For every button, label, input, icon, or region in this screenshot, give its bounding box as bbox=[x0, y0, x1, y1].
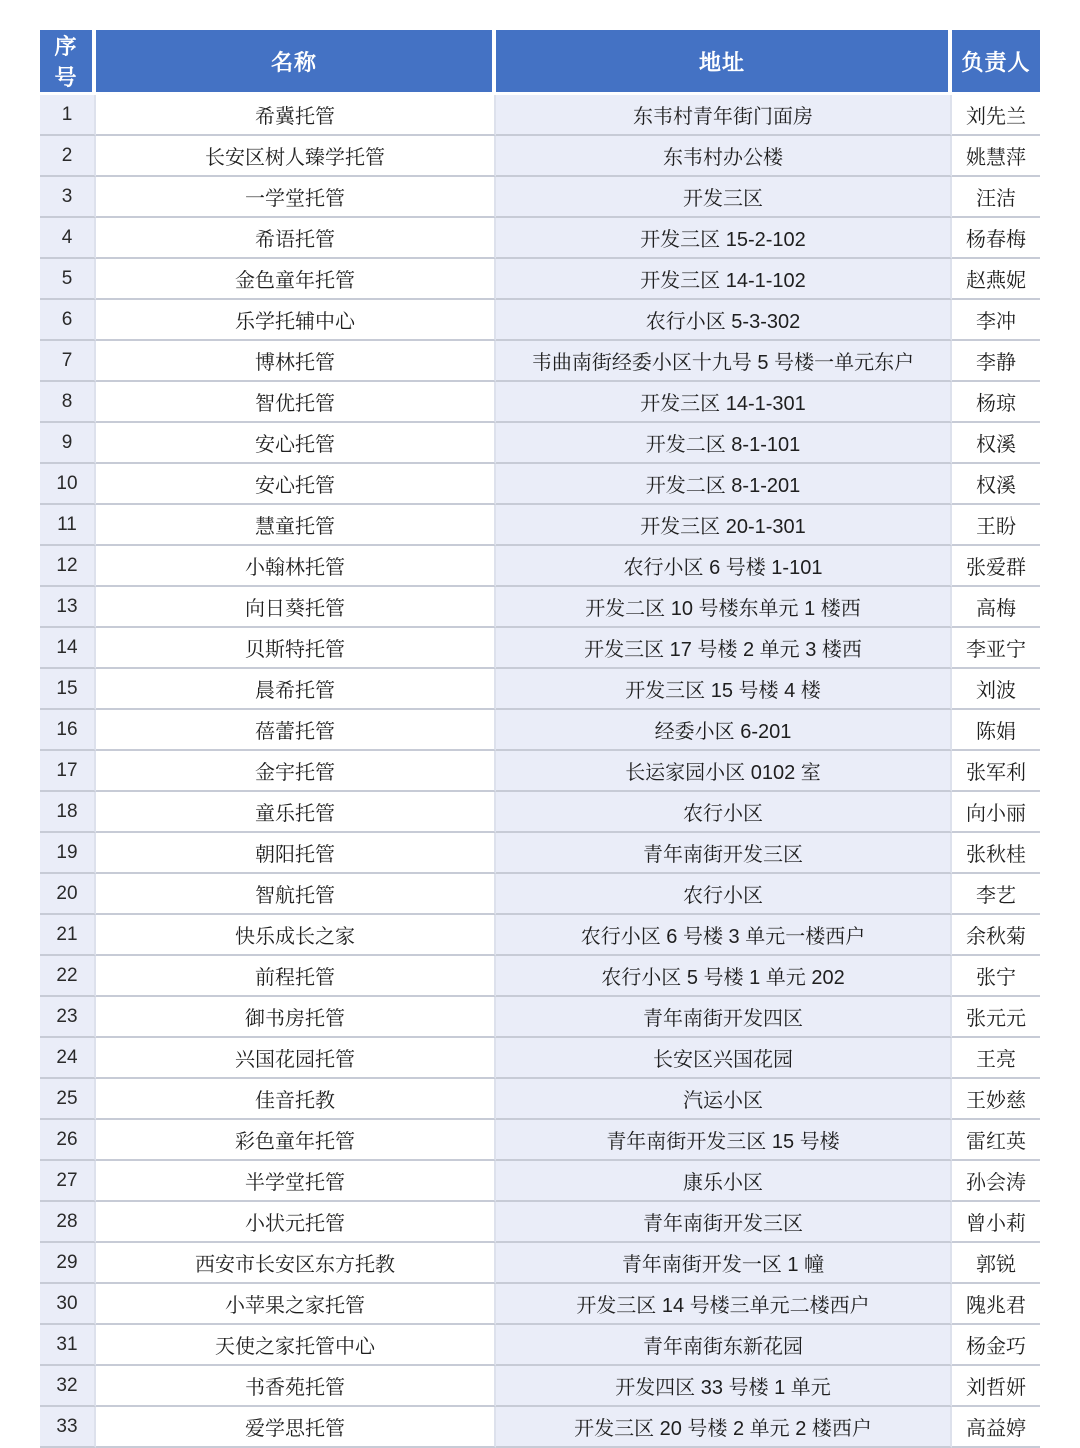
cell-manager: 向小丽 bbox=[952, 792, 1040, 833]
cell-name: 晨希托管 bbox=[96, 669, 496, 710]
table-row bbox=[40, 464, 1040, 505]
cell-name: 贝斯特托管 bbox=[96, 628, 496, 669]
cell-no: 20 bbox=[40, 874, 96, 915]
cell-address: 开发三区 15-2-102 bbox=[496, 218, 952, 259]
cell-manager: 权溪 bbox=[952, 464, 1040, 505]
cell-name: 朝阳托管 bbox=[96, 833, 496, 874]
cell-address: 东韦村办公楼 bbox=[496, 136, 952, 177]
cell-name: 书香苑托管 bbox=[96, 1366, 496, 1407]
cell-manager: 高梅 bbox=[952, 587, 1040, 628]
cell-name: 快乐成长之家 bbox=[96, 915, 496, 956]
cell-address: 农行小区 bbox=[496, 874, 952, 915]
cell-manager: 刘哲妍 bbox=[952, 1366, 1040, 1407]
cell-manager: 张爱群 bbox=[952, 546, 1040, 587]
cell-no: 2 bbox=[40, 136, 96, 177]
cell-name: 向日葵托管 bbox=[96, 587, 496, 628]
cell-address: 青年南街开发三区 bbox=[496, 833, 952, 874]
cell-address: 开发三区 20-1-301 bbox=[496, 505, 952, 546]
table-row bbox=[40, 1366, 1040, 1407]
table-row bbox=[40, 669, 1040, 710]
cell-name: 希冀托管 bbox=[96, 95, 496, 136]
cell-name: 长安区树人臻学托管 bbox=[96, 136, 496, 177]
cell-name: 兴国花园托管 bbox=[96, 1038, 496, 1079]
cell-name: 安心托管 bbox=[96, 423, 496, 464]
table-row bbox=[40, 300, 1040, 341]
cell-address: 东韦村青年街门面房 bbox=[496, 95, 952, 136]
table-row bbox=[40, 505, 1040, 546]
cell-name: 慧童托管 bbox=[96, 505, 496, 546]
table-row bbox=[40, 1407, 1040, 1448]
cell-name: 前程托管 bbox=[96, 956, 496, 997]
table-row bbox=[40, 587, 1040, 628]
table-body bbox=[40, 95, 1040, 1448]
cell-manager: 张宁 bbox=[952, 956, 1040, 997]
cell-manager: 汪洁 bbox=[952, 177, 1040, 218]
table-row bbox=[40, 1161, 1040, 1202]
cell-manager: 杨金巧 bbox=[952, 1325, 1040, 1366]
cell-manager: 刘先兰 bbox=[952, 95, 1040, 136]
cell-no: 1 bbox=[40, 95, 96, 136]
table-row bbox=[40, 915, 1040, 956]
cell-manager: 杨春梅 bbox=[952, 218, 1040, 259]
cell-name: 希语托管 bbox=[96, 218, 496, 259]
table-row bbox=[40, 1202, 1040, 1243]
cell-address: 经委小区 6-201 bbox=[496, 710, 952, 751]
table-row bbox=[40, 1243, 1040, 1284]
cell-address: 开发三区 14 号楼三单元二楼西户 bbox=[496, 1284, 952, 1325]
table-row bbox=[40, 95, 1040, 136]
cell-no: 5 bbox=[40, 259, 96, 300]
cell-address: 开发二区 10 号楼东单元 1 楼西 bbox=[496, 587, 952, 628]
cell-no: 32 bbox=[40, 1366, 96, 1407]
cell-manager: 王盼 bbox=[952, 505, 1040, 546]
cell-no: 25 bbox=[40, 1079, 96, 1120]
cell-manager: 赵燕妮 bbox=[952, 259, 1040, 300]
cell-name: 安心托管 bbox=[96, 464, 496, 505]
cell-name: 小苹果之家托管 bbox=[96, 1284, 496, 1325]
cell-address: 青年南街开发三区 15 号楼 bbox=[496, 1120, 952, 1161]
cell-no: 24 bbox=[40, 1038, 96, 1079]
cell-name: 小翰林托管 bbox=[96, 546, 496, 587]
table-row bbox=[40, 833, 1040, 874]
cell-manager: 杨琼 bbox=[952, 382, 1040, 423]
cell-address: 开发三区 bbox=[496, 177, 952, 218]
table-row bbox=[40, 1038, 1040, 1079]
cell-name: 智航托管 bbox=[96, 874, 496, 915]
cell-address: 长运家园小区 0102 室 bbox=[496, 751, 952, 792]
cell-no: 23 bbox=[40, 997, 96, 1038]
cell-name: 一学堂托管 bbox=[96, 177, 496, 218]
cell-no: 4 bbox=[40, 218, 96, 259]
cell-address: 青年南街东新花园 bbox=[496, 1325, 952, 1366]
table-header bbox=[40, 30, 1040, 95]
cell-address: 开发四区 33 号楼 1 单元 bbox=[496, 1366, 952, 1407]
cell-manager: 曾小莉 bbox=[952, 1202, 1040, 1243]
cell-name: 小状元托管 bbox=[96, 1202, 496, 1243]
cell-no: 11 bbox=[40, 505, 96, 546]
cell-name: 爱学思托管 bbox=[96, 1407, 496, 1448]
cell-manager: 余秋菊 bbox=[952, 915, 1040, 956]
cell-name: 乐学托辅中心 bbox=[96, 300, 496, 341]
table-row bbox=[40, 628, 1040, 669]
cell-address: 农行小区 6 号楼 3 单元一楼西户 bbox=[496, 915, 952, 956]
table-row bbox=[40, 751, 1040, 792]
care-centers-table bbox=[40, 30, 1040, 1448]
column-header-address: 地址 bbox=[496, 30, 952, 95]
cell-manager: 隗兆君 bbox=[952, 1284, 1040, 1325]
table-row bbox=[40, 956, 1040, 997]
cell-address: 农行小区 6 号楼 1-101 bbox=[496, 546, 952, 587]
cell-name: 御书房托管 bbox=[96, 997, 496, 1038]
cell-name: 天使之家托管中心 bbox=[96, 1325, 496, 1366]
cell-name: 半学堂托管 bbox=[96, 1161, 496, 1202]
cell-name: 西安市长安区东方托教 bbox=[96, 1243, 496, 1284]
cell-no: 22 bbox=[40, 956, 96, 997]
table-row bbox=[40, 874, 1040, 915]
cell-no: 9 bbox=[40, 423, 96, 464]
cell-no: 16 bbox=[40, 710, 96, 751]
cell-no: 3 bbox=[40, 177, 96, 218]
header-row bbox=[40, 30, 1040, 95]
cell-name: 金色童年托管 bbox=[96, 259, 496, 300]
table-row bbox=[40, 382, 1040, 423]
cell-manager: 雷红英 bbox=[952, 1120, 1040, 1161]
cell-address: 农行小区 bbox=[496, 792, 952, 833]
cell-no: 19 bbox=[40, 833, 96, 874]
table-row bbox=[40, 136, 1040, 177]
cell-no: 21 bbox=[40, 915, 96, 956]
cell-no: 17 bbox=[40, 751, 96, 792]
column-header-name: 名称 bbox=[96, 30, 496, 95]
cell-address: 长安区兴国花园 bbox=[496, 1038, 952, 1079]
cell-manager: 权溪 bbox=[952, 423, 1040, 464]
cell-no: 30 bbox=[40, 1284, 96, 1325]
cell-manager: 王妙慈 bbox=[952, 1079, 1040, 1120]
cell-no: 12 bbox=[40, 546, 96, 587]
table-row bbox=[40, 710, 1040, 751]
table-row bbox=[40, 792, 1040, 833]
cell-address: 青年南街开发一区 1 幢 bbox=[496, 1243, 952, 1284]
cell-address: 开发二区 8-1-201 bbox=[496, 464, 952, 505]
cell-manager: 李冲 bbox=[952, 300, 1040, 341]
cell-address: 开发二区 8-1-101 bbox=[496, 423, 952, 464]
cell-manager: 孙会涛 bbox=[952, 1161, 1040, 1202]
cell-no: 14 bbox=[40, 628, 96, 669]
cell-manager: 李艺 bbox=[952, 874, 1040, 915]
cell-manager: 李亚宁 bbox=[952, 628, 1040, 669]
table-row bbox=[40, 997, 1040, 1038]
cell-manager: 李静 bbox=[952, 341, 1040, 382]
cell-address: 农行小区 5 号楼 1 单元 202 bbox=[496, 956, 952, 997]
cell-manager: 王亮 bbox=[952, 1038, 1040, 1079]
cell-no: 13 bbox=[40, 587, 96, 628]
table-row bbox=[40, 177, 1040, 218]
cell-name: 彩色童年托管 bbox=[96, 1120, 496, 1161]
table-row bbox=[40, 341, 1040, 382]
table-row bbox=[40, 423, 1040, 464]
cell-address: 青年南街开发三区 bbox=[496, 1202, 952, 1243]
table-row bbox=[40, 1284, 1040, 1325]
column-header-no: 序号 bbox=[40, 30, 96, 95]
table-row bbox=[40, 259, 1040, 300]
cell-manager: 张元元 bbox=[952, 997, 1040, 1038]
cell-name: 蓓蕾托管 bbox=[96, 710, 496, 751]
cell-address: 韦曲南街经委小区十九号 5 号楼一单元东户 bbox=[496, 341, 952, 382]
cell-manager: 郭锐 bbox=[952, 1243, 1040, 1284]
table-row bbox=[40, 1120, 1040, 1161]
cell-manager: 张秋桂 bbox=[952, 833, 1040, 874]
cell-manager: 刘波 bbox=[952, 669, 1040, 710]
cell-no: 31 bbox=[40, 1325, 96, 1366]
cell-no: 8 bbox=[40, 382, 96, 423]
cell-manager: 张军利 bbox=[952, 751, 1040, 792]
table-row bbox=[40, 1079, 1040, 1120]
table-row bbox=[40, 546, 1040, 587]
cell-no: 10 bbox=[40, 464, 96, 505]
column-header-manager: 负责人 bbox=[952, 30, 1040, 95]
cell-no: 26 bbox=[40, 1120, 96, 1161]
cell-address: 康乐小区 bbox=[496, 1161, 952, 1202]
cell-no: 6 bbox=[40, 300, 96, 341]
cell-address: 开发三区 14-1-102 bbox=[496, 259, 952, 300]
cell-no: 27 bbox=[40, 1161, 96, 1202]
cell-address: 开发三区 17 号楼 2 单元 3 楼西 bbox=[496, 628, 952, 669]
cell-address: 开发三区 20 号楼 2 单元 2 楼西户 bbox=[496, 1407, 952, 1448]
cell-no: 15 bbox=[40, 669, 96, 710]
cell-address: 汽运小区 bbox=[496, 1079, 952, 1120]
cell-address: 农行小区 5-3-302 bbox=[496, 300, 952, 341]
cell-no: 29 bbox=[40, 1243, 96, 1284]
cell-address: 开发三区 15 号楼 4 楼 bbox=[496, 669, 952, 710]
cell-name: 佳音托教 bbox=[96, 1079, 496, 1120]
cell-no: 18 bbox=[40, 792, 96, 833]
cell-manager: 陈娟 bbox=[952, 710, 1040, 751]
cell-no: 33 bbox=[40, 1407, 96, 1448]
cell-name: 智优托管 bbox=[96, 382, 496, 423]
cell-manager: 高益婷 bbox=[952, 1407, 1040, 1448]
cell-no: 7 bbox=[40, 341, 96, 382]
cell-address: 开发三区 14-1-301 bbox=[496, 382, 952, 423]
table-row bbox=[40, 218, 1040, 259]
cell-no: 28 bbox=[40, 1202, 96, 1243]
table-row bbox=[40, 1325, 1040, 1366]
cell-name: 金宇托管 bbox=[96, 751, 496, 792]
cell-manager: 姚慧萍 bbox=[952, 136, 1040, 177]
cell-name: 童乐托管 bbox=[96, 792, 496, 833]
cell-name: 博林托管 bbox=[96, 341, 496, 382]
cell-address: 青年南街开发四区 bbox=[496, 997, 952, 1038]
